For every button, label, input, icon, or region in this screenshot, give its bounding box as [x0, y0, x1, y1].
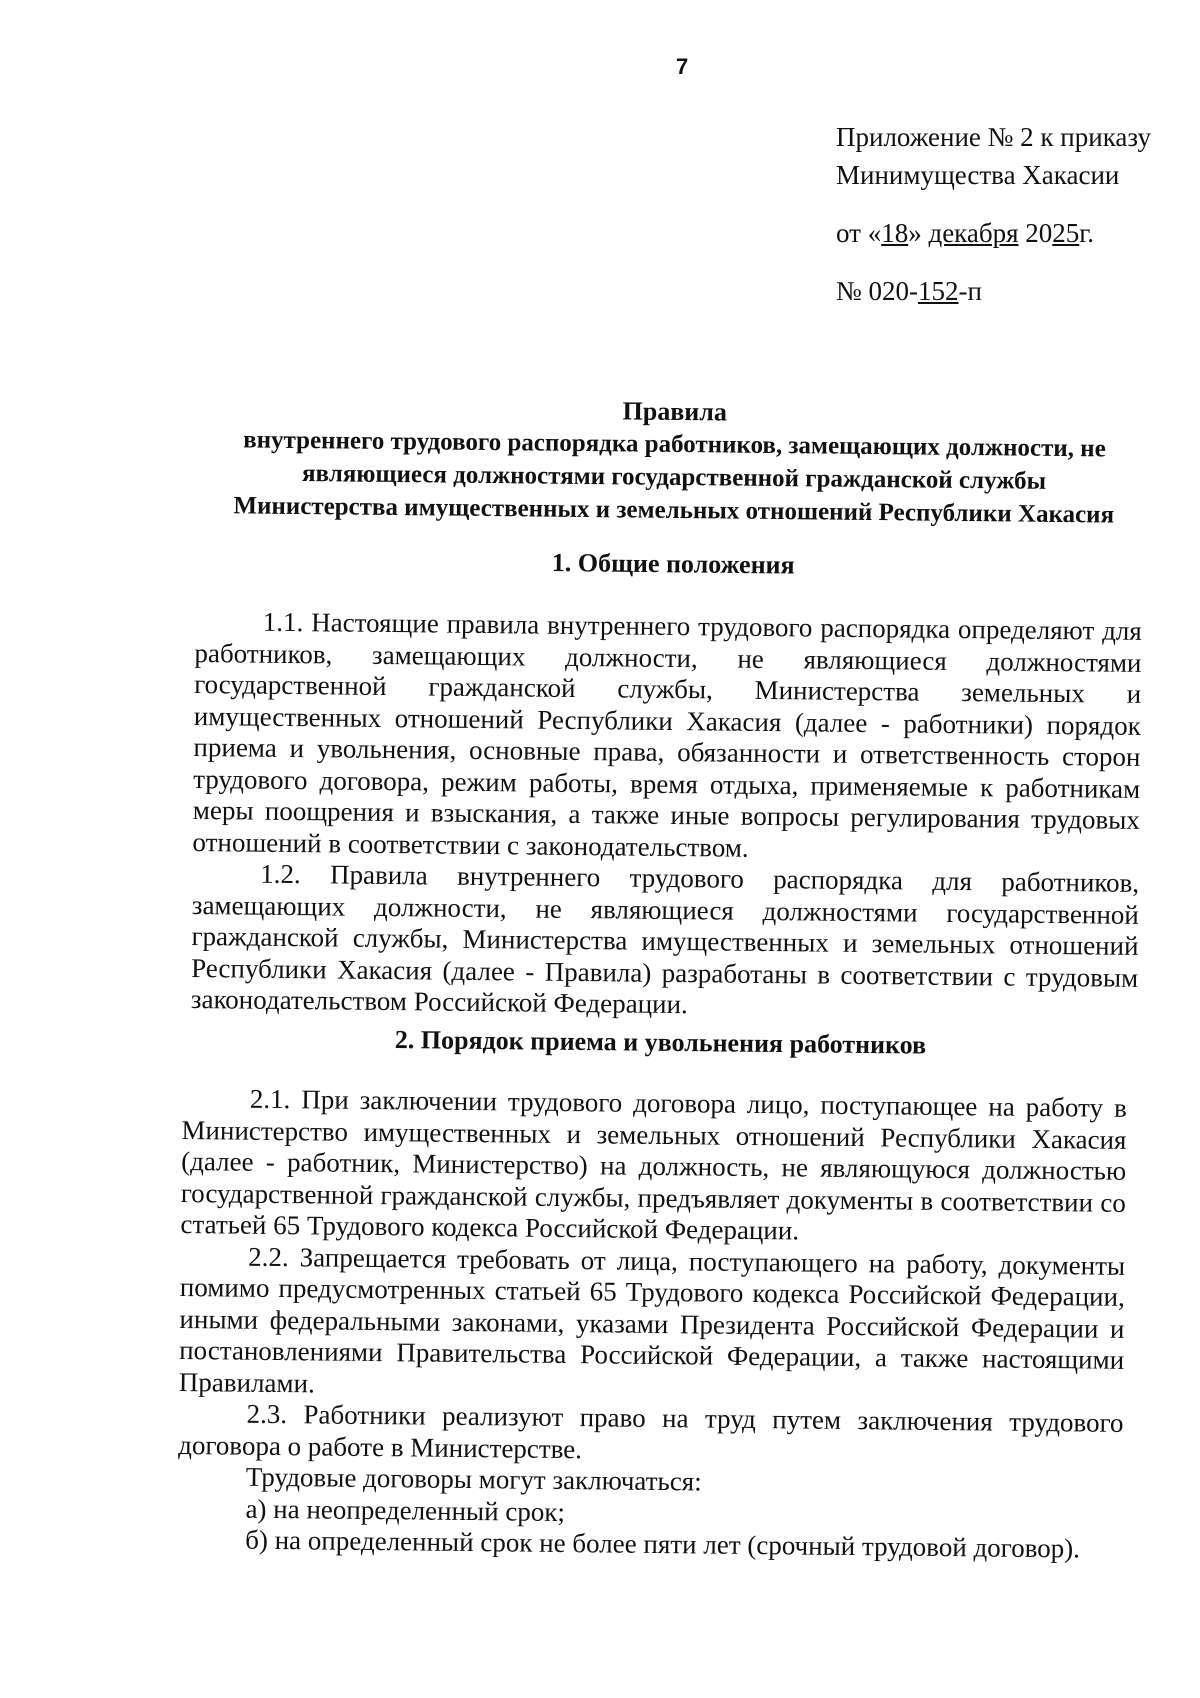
appendix-date: [836, 214, 1151, 252]
contract-type-b: б) на определенный срок не более пяти лет (срочный трудовой договор).: [245, 1524, 1081, 1564]
title-line-1: Правила: [622, 396, 728, 427]
appendix-number: [836, 272, 1151, 310]
section-2-body: [177, 1083, 1127, 1565]
date-day: 18: [881, 218, 909, 248]
appendix-line-1: Приложение № 2 к приказу: [836, 122, 1151, 152]
number-value: 152: [918, 276, 959, 306]
contract-type-a: а) на неопределенный срок;: [245, 1493, 566, 1527]
paragraph-2-2: 2.2. Запрещается требовать от лица, поступающего на работу, документы помимо предусмотренных статьей 65 Трудового кодекса Российской Федерации, иными федеральными законами, указами Президента Российской Федерации и постановлениями Правительства Российской Федерации, а также настоящими Правилами.: [178, 1241, 1126, 1398]
date-prefix: от «: [836, 218, 882, 248]
section-heading-1: 1. Общие положения: [551, 548, 795, 580]
appendix-line-2: Минимущества Хакасии: [836, 160, 1120, 190]
title-line-4: Министерства имущественных и земельных отношений Республики Хакасия: [233, 492, 1115, 529]
page-number: 7: [676, 54, 689, 79]
section-1-body: [191, 606, 1142, 1025]
date-year-start: 20: [1018, 218, 1053, 248]
section-heading-2: 2. Порядок приема и увольнения работников: [394, 1025, 927, 1060]
appendix-block: [836, 118, 1151, 310]
date-mid: »: [908, 218, 929, 248]
contract-types-intro: Трудовые договоры могут заключаться:: [245, 1461, 702, 1497]
date-year-end: 25: [1052, 218, 1080, 248]
number-prefix: № 020-: [836, 276, 919, 306]
paragraph-1-2: 1.2. Правила внутреннего трудового распорядка для работников, замещающих должности, не являющиеся должностями государственной гражданской службы, Министерства имущественных и земельных отношений Республики Хакасия (далее - Правила) разработаны в соответствии с трудовым законодательством Российской Федерации.: [190, 858, 1140, 1020]
paragraph-2-1: 2.1. При заключении трудового договора лицо, поступающее на работу в Министерство имущественных и земельных отношений Республики Хакасия (далее - работник, Министерство) на должность, не являющуюся должностью государственной гражданской службы, предъявляет документы в соответствии со статьей 65 Трудового кодекса Российской Федерации.: [180, 1083, 1127, 1246]
date-suffix: г.: [1079, 218, 1095, 248]
paragraph-1-1: 1.1. Настоящие правила внутреннего трудового распорядка определяют для работников, замещающих должности, не являющиеся должностями государственной гражданской службы, Министерства земельных и имущественных отношений Республики Хакасия (далее - работники) порядок приема и увольнения, основные права, обязанности и ответственность сторон трудового договора, режим работы, время отдыха, применяемые к работникам меры поощрения и взыскания, а также иные вопросы регулирования трудовых отношений в соответствии с законодательством.: [192, 606, 1142, 863]
paragraph-2-3: 2.3. Работники реализуют право на труд путем заключения трудового договора о работе в Министерстве.: [178, 1398, 1124, 1464]
title-line-3: являющиеся должностями государственной гражданской службы: [301, 460, 1047, 495]
date-month: декабря: [928, 218, 1019, 248]
document-title: [204, 390, 1145, 532]
number-suffix: -п: [958, 276, 982, 306]
title-line-2: внутреннего трудового распорядка работников, замещающих должности, не: [243, 426, 1106, 463]
